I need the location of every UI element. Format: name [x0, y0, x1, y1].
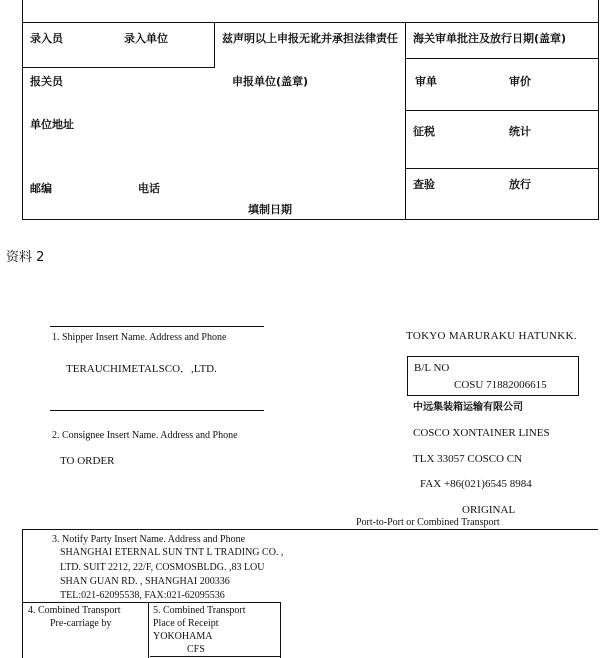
bl-no-box	[407, 356, 579, 396]
declaration-text: 兹声明以上申报无讹并承担法律责任	[222, 32, 398, 45]
box5-bottom-line	[150, 656, 280, 657]
pricing-label: 审价	[509, 75, 531, 88]
transport-type: Port-to-Port or Combined Transport	[356, 517, 500, 528]
shipper-label: 1. Shipper Insert Name. Address and Phone	[52, 332, 227, 343]
box5-line-3: YOKOHAMA	[153, 631, 213, 642]
carrier-telex: TLX 33057 COSCO CN	[413, 453, 523, 465]
release-label: 放行	[509, 178, 531, 191]
carrier-name-en: COSCO XONTAINER LINES	[413, 427, 550, 439]
form-line-bottom	[22, 219, 599, 220]
notify-line-1: SHANGHAI ETERNAL SUN TNT L TRADING CO. ,	[60, 547, 284, 558]
box5-line-4: CFS	[187, 644, 205, 655]
shipper-value: TERAUCHIMETALSCO．,LTD.	[66, 363, 217, 375]
postcode-label: 邮编	[30, 182, 52, 195]
notify-label: 3. Notify Party Insert Name. Address and Phone	[52, 534, 246, 545]
notify-line-4: TEL:021-62095538, FAX:021-62095536	[60, 590, 225, 601]
notify-line-2: LTD. SUIT 2212, 22/F, COSMOSBLDG. ,83 LOU	[60, 562, 265, 573]
section-title: 资料 2	[6, 250, 45, 265]
entry-unit-label: 录入单位	[124, 32, 168, 45]
form-line-top	[22, 22, 599, 23]
form-line-c2	[405, 110, 599, 111]
carrier-header: TOKYO MARURAKU HATUNKK.	[406, 330, 577, 342]
consignee-label: 2. Consignee Insert Name. Address and Phone	[52, 430, 238, 441]
form-divider-entry	[214, 22, 215, 67]
box4-line-1: 4. Combined Transport	[28, 605, 121, 616]
box5-line-1: 5. Combined Transport	[153, 605, 246, 616]
declaring-unit-label: 申报单位(盖章)	[232, 75, 309, 88]
carrier-fax: FAX +86(021)6545 8984	[420, 478, 532, 490]
form-border-left	[22, 0, 23, 220]
form-line-entry	[22, 67, 215, 68]
tax-levy-label: 征税	[413, 125, 435, 138]
notify-line-3: SHAN GUAN RD. , SHANGHAI 200336	[60, 576, 230, 587]
customs-approval-label: 海关审单批注及放行日期(盖章)	[413, 32, 567, 45]
declarant-label: 报关员	[30, 75, 63, 88]
form-divider-customs	[405, 22, 406, 220]
entry-clerk-label: 录入员	[30, 32, 63, 45]
consignee-top-line	[50, 410, 264, 411]
box4-divider	[148, 602, 149, 658]
box5-right-line	[280, 602, 281, 658]
inspection-label: 查验	[413, 178, 435, 191]
form-line-c1	[405, 58, 599, 59]
consignee-value: TO ORDER	[60, 455, 115, 467]
statistics-label: 统计	[509, 125, 531, 138]
form-line-c3	[405, 168, 599, 169]
box4-top-line	[22, 602, 280, 603]
shipper-top-line	[50, 326, 264, 327]
original-stamp: ORIGINAL	[462, 504, 516, 516]
bl-no-value: COSU 71882006615	[454, 379, 547, 391]
fill-date-label: 填制日期	[248, 203, 292, 216]
notify-top-line	[22, 529, 598, 530]
phone-label: 电话	[138, 182, 160, 195]
bl-no-label: B/L NO	[414, 362, 450, 374]
box5-line-2: Place of Receipt	[153, 618, 219, 629]
review-label: 审单	[415, 75, 437, 88]
carrier-name-cn: 中远集装箱运输有限公司	[413, 402, 523, 413]
box4-line-2: Pre-carriage by	[50, 618, 112, 629]
unit-address-label: 单位地址	[30, 118, 74, 131]
notify-left-line	[22, 529, 23, 658]
